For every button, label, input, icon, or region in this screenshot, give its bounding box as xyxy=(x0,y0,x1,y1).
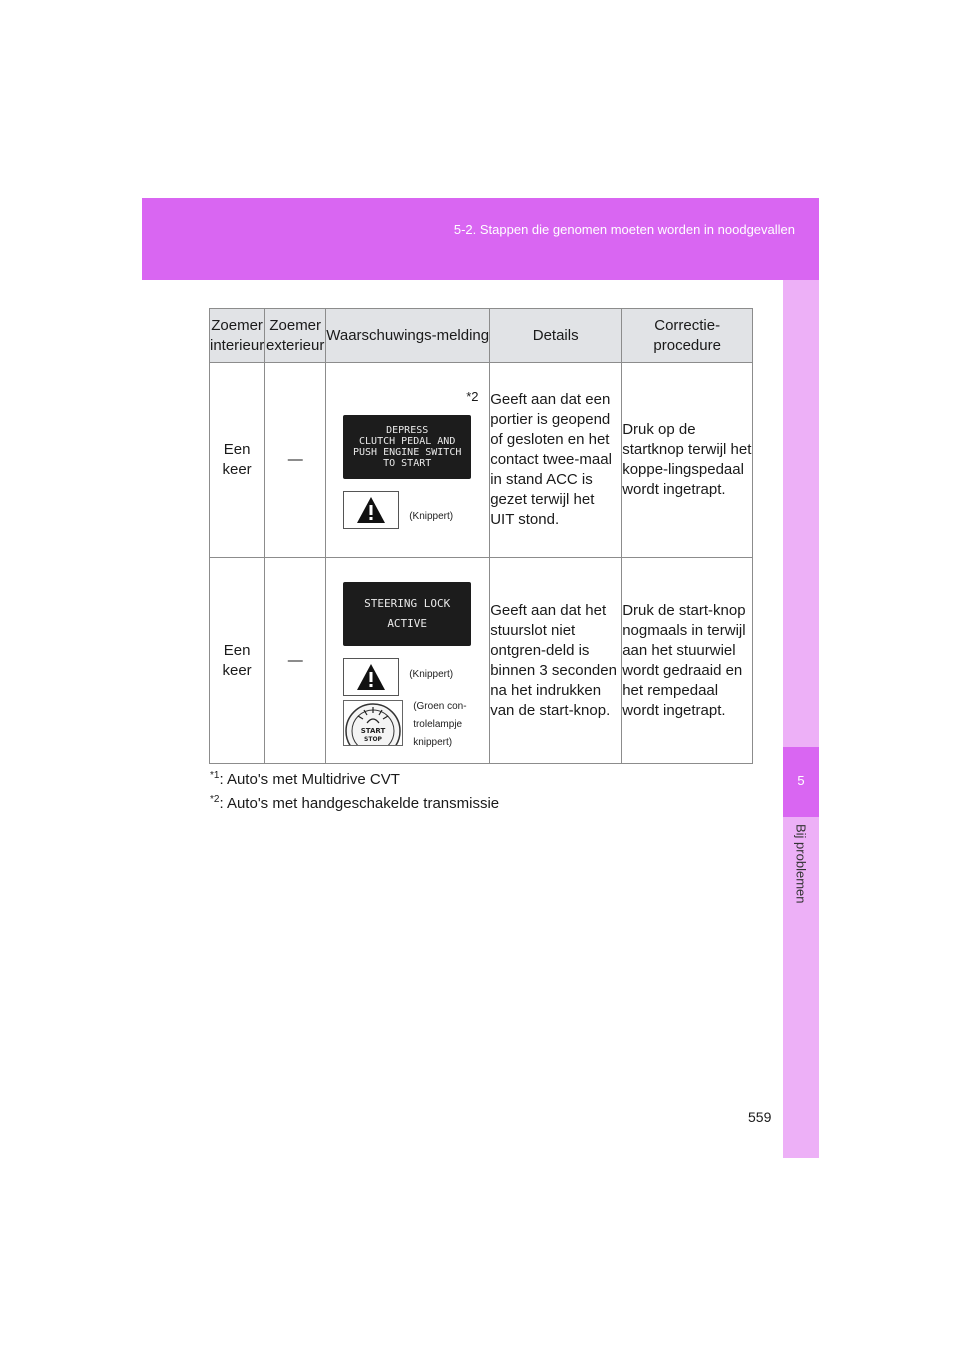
buzzer-exterior-cell: — xyxy=(265,558,326,764)
chapter-tab xyxy=(783,280,819,1158)
svg-text:STOP: STOP xyxy=(364,736,383,743)
start-light-note: (Groen con-trolelampje knippert) xyxy=(413,701,467,748)
buzzer-interior-cell: Een keer xyxy=(210,558,265,764)
warning-table xyxy=(209,308,753,764)
header-warning-message: Waarschuwings-melding xyxy=(326,309,490,363)
chapter-label-wrap xyxy=(787,824,815,934)
display-message: STEERING LOCK ACTIVE xyxy=(343,582,471,646)
header-band xyxy=(142,198,819,280)
footnotes xyxy=(210,766,499,814)
footnote-1: $^{*1}$: Auto's met Multidrive CVT xyxy=(210,770,400,788)
footnote-2: $^{*2}$: Auto's met handgeschakelde transmissie xyxy=(210,794,500,812)
warning-message-cell xyxy=(326,558,490,764)
header-details: Details xyxy=(490,309,622,363)
start-button-icon xyxy=(344,701,402,745)
header-buzzer-interior: Zoemer interieur xyxy=(210,309,265,363)
chapter-label: Bij problemen xyxy=(793,824,809,904)
display-message: DEPRESS CLUTCH PEDAL AND PUSH ENGINE SWITCH TO START xyxy=(343,415,471,479)
buzzer-exterior-cell: — xyxy=(265,363,326,558)
warning-triangle-icon xyxy=(356,662,386,692)
warning-note: (Knippert) xyxy=(409,669,454,680)
page-number: 559 xyxy=(748,1109,772,1125)
table-header-row xyxy=(210,309,753,363)
master-warning-light xyxy=(343,658,399,696)
warning-triangle-icon xyxy=(356,495,386,525)
section-title: 5-2. Stappen die genomen moeten worden in noodgevallen xyxy=(453,222,795,237)
master-warning-light xyxy=(343,491,399,529)
table-row xyxy=(210,558,753,764)
details-cell: Geeft aan dat het stuurslot niet ontgren-deld is binnen 3 seconden na het indrukken van de start-knop. xyxy=(490,558,622,764)
start-button-light xyxy=(343,700,403,746)
warning-note: (Knippert) xyxy=(409,511,454,522)
buzzer-interior-cell: Een keer xyxy=(210,363,265,558)
header-procedure: Correctie-procedure xyxy=(622,309,753,363)
footnote-mark: *2 xyxy=(466,389,479,404)
warning-message-cell xyxy=(326,363,490,558)
procedure-cell: Druk op de startknop terwijl het koppe-lingspedaal wordt ingetrapt. xyxy=(622,363,753,558)
table-row xyxy=(210,363,753,558)
details-cell: Geeft aan dat een portier is geopend of gesloten en het contact twee-maal in stand ACC is gezet terwijl het UIT stond. xyxy=(490,363,622,558)
svg-text:START: START xyxy=(360,727,386,735)
header-buzzer-exterior: Zoemer exterieur xyxy=(265,309,326,363)
procedure-cell: Druk de start-knop nogmaals in terwijl aan het stuurwiel wordt gedraaid en het rempedaal wordt ingetrapt. xyxy=(622,558,753,764)
chapter-number: 5 xyxy=(797,773,805,788)
